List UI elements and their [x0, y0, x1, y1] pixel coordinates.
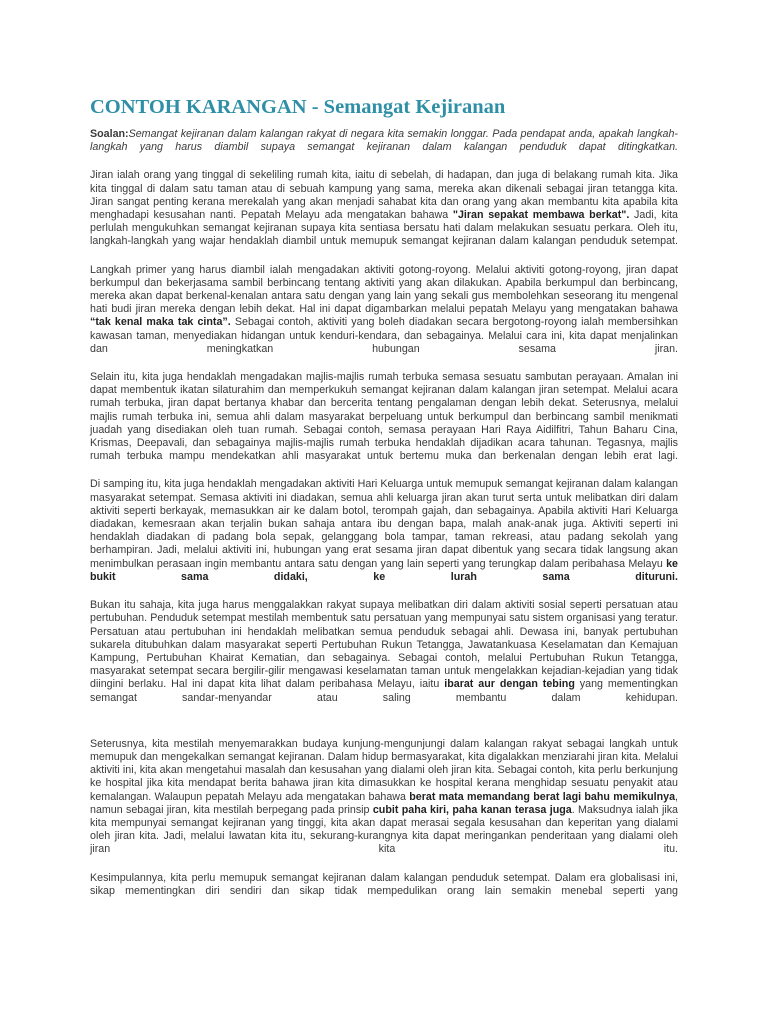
paragraph-text: Di samping itu, kita juga hendaklah mengadakan aktiviti Hari Keluarga untuk memupuk semangat kejiranan dalam kalangan masyarakat setempat. Semasa aktiviti ini diadakan, semua ahli keluarga jiran akan turut serta untuk melibatkan diri dalam aktiviti seperti berkayak, memasukkan air ke dalam botol, terompah gajah, dan sebagainya. Apabila aktiviti Hari Keluarga diadakan, kemesraan akan terjalin bukan sahaja antara ibu dengan bapa, malah anak-anak juga. Aktiviti seperti ini hendaklah diadakan di padang bola sepak, gelanggang bola tampar, taman rekreasi, atau padang sekolah yang berhampiran. Jadi, melalui aktiviti ini, hubungan yang erat sesama jiran dapat dibentuk yang secara tidak langsung akan menimbulkan perasaan ingin membantu antara satu dengan yang lain seperti yang terungkap dalam peribahasa Melayu — [90, 478, 678, 570]
bold-phrase: “tak kenal maka tak cinta”. — [90, 316, 231, 329]
paragraph-spacer — [90, 720, 678, 738]
essay-paragraph — [90, 599, 678, 705]
paragraph-text: , namun sebagai jiran, kita mestilah berpegang pada prinsip — [90, 790, 679, 816]
paragraph-text: Sebagai contoh, aktiviti yang boleh diadakan secara bergotong-royong ialah membersihkan kawasan taman, menyediakan hidangan untuk kenduri-kendara, dan sebagainya. Melalui cara ini, kita dapat menjalinkan dan meningkatkan hubungan sesama jiran. — [90, 316, 678, 355]
essay-paragraph — [90, 478, 678, 584]
paragraph-text: Jiran ialah orang yang tinggal di sekeliling rumah kita, iaitu di sebelah, di hadapan, dan juga di belakang rumah kita. Jika kita tinggal di dalam satu taman atau di sebuah kampung yang sama, mereka akan dikenali sebagai jiran tetangga kita. Jiran sangat penting kerana merekalah yang akan menjadi sahabat kita dan orang yang akan membantu kita apabila kita menghadapi kesusahan nanti. Pepatah Melayu ada mengatakan bahawa — [90, 169, 678, 222]
essay-paragraph — [90, 264, 678, 356]
paragraph-text: yang mementingkan semangat sandar-menyandar atau saling membantu dalam kehidupan. — [90, 678, 678, 704]
question-paragraph — [90, 128, 678, 154]
paragraph-text: Bukan itu sahaja, kita juga harus menggalakkan rakyat supaya melibatkan diri dalam aktiviti sosial seperti persatuan atau pertubuhan. Penduduk setempat mestilah membentuk satu persatuan yang mempunyai satu sistem organisasi yang teratur. Persatuan atau pertubuhan ini hendaklah melibatkan semua penduduk sebagai ahli. Dewasa ini, banyak pertubuhan sukarela ditubuhkan dalam masyarakat seperti Pertubuhan Rukun Tetangga, Jawatankuasa Keselamatan dan Kemajuan Kampung, Pertubuhan Khairat Kematian, dan sebagainya. Sebagai contoh, melalui Pertubuhan Rukun Tetangga, masyarakat setempat secara bergilir-gilir mengawasi keselamatan taman untuk mengelakkan kejadian-kejadian yang tidak diingini berlaku. Hal ini dapat kita lihat dalam peribahasa Melayu, iaitu — [90, 599, 678, 691]
paragraph-text: Kesimpulannya, kita perlu memupuk semangat kejiranan dalam kalangan penduduk setempat. Dalam era globalisasi ini, sikap mementingkan diri sendiri dan sikap tidak mempedulikan orang lain semakin menebal seperti yang — [90, 871, 678, 897]
bold-phrase: "Jiran sepakat membawa berkat". — [452, 209, 630, 222]
bold-phrase: berat mata memandang berat lagi bahu memikulnya — [409, 790, 676, 803]
paragraph-text: Jadi, kita perlulah mengukuhkan semangat kejiranan supaya kita sentiasa bersatu hati dalam melakukan sesuatu perkara. Oleh itu, langkah-langkah yang wajar hendaklah diambil untuk memupuk semangat kejiranan dalam kalangan penduduk setempat. — [90, 209, 678, 248]
page-title: CONTOH KARANGAN - Semangat Kejiranan — [90, 96, 506, 118]
essay-body — [90, 169, 678, 898]
question-label: Soalan: — [90, 128, 129, 140]
paragraph-text: Selain itu, kita juga hendaklah mengadakan majlis-majlis rumah terbuka semasa sesuatu sambutan perayaan. Amalan ini dapat membentuk ikatan silaturahim dan memperkukuh semangat kejiranan dalam kalangan jiran setempat. Melalui acara rumah terbuka, jiran dapat bertanya khabar dan bercerita tentang pengalaman dengan lebih dekat. Seterusnya, melalui majlis rumah terbuka ini, semua ahli dalam masyarakat berpeluang untuk berkumpul dan berbincang sambil menikmati juadah yang disediakan oleh tuan rumah. Sebagai contoh, semasa perayaan Hari Raya Aidilfitri, Tahun Baharu Cina, Krismas, Deepavali, dan sebagainya majlis-majlis rumah terbuka hendaklah dijadikan acara tahunan. Tegasnya, majlis rumah terbuka mampu mendekatkan ahli masyarakat untuk bertemu muka dan berkenalan dengan lebih erat lagi. — [90, 371, 678, 463]
bold-phrase: cubit paha kiri, paha kanan terasa juga — [372, 803, 572, 816]
question-text: Semangat kejiranan dalam kalangan rakyat di negara kita semakin longgar. Pada pendapat anda, apakah langkah-langkah yang harus diambil supaya semangat kejiranan dalam kalangan penduduk dapat ditingkatkan. — [90, 128, 678, 154]
bold-phrase: ibarat aur dengan tebing — [444, 678, 575, 691]
bold-phrase: ke bukit sama didaki, ke lurah sama dituruni. — [90, 557, 678, 583]
paragraph-text: Seterusnya, kita mestilah menyemarakkan budaya kunjung-mengunjungi dalam kalangan rakyat sebagai langkah untuk memupuk dan mengekalkan semangat kejiranan. Dalam hidup bermasyarakat, kita digalakkan menziarahi jiran kita. Melalui aktiviti ini, kita akan mengetahui masalah dan kesusahan yang dialami oleh jiran kita. Sebagai contoh, kita perlu berkunjung ke hospital jika kita mendapat berita bahawa jiran kita dimasukkan ke hospital kerana menghidap sesuatu penyakit atau kemalangan. Walaupun pepatah Melayu ada mengatakan bahawa — [90, 737, 678, 803]
essay-paragraph — [90, 169, 678, 248]
essay-paragraph — [90, 872, 678, 898]
paragraph-text: . Maksudnya ialah jika kita mempunyai semangat kejiranan yang tinggi, kita akan dapat merasai segala kesusahan dan keperitan yang dialami oleh jiran kita. Jadi, melalui lawatan kita itu, sekurang-kurangnya kita dapat meringankan penderitaan yang dialami oleh jiran kita itu. — [90, 803, 678, 856]
essay-paragraph — [90, 371, 678, 463]
paragraph-text: Langkah primer yang harus diambil ialah mengadakan aktiviti gotong-royong. Melalui aktiviti gotong-royong, jiran dapat berkumpul dan bekerjasama sambil berbincang tentang aktiviti yang akan dilakukan. Apabila berkumpul dan berbincang, mereka akan dapat berkenal-kenalan antara satu dengan yang lain yang sekali gus membolehkan seseorang itu mengenal hati budi jiran mereka dengan lebih dekat. Hal ini dapat digambarkan melalui pepatah Melayu yang mengatakan bahawa — [90, 263, 678, 316]
essay-paragraph — [90, 738, 678, 857]
document-page — [90, 96, 678, 913]
